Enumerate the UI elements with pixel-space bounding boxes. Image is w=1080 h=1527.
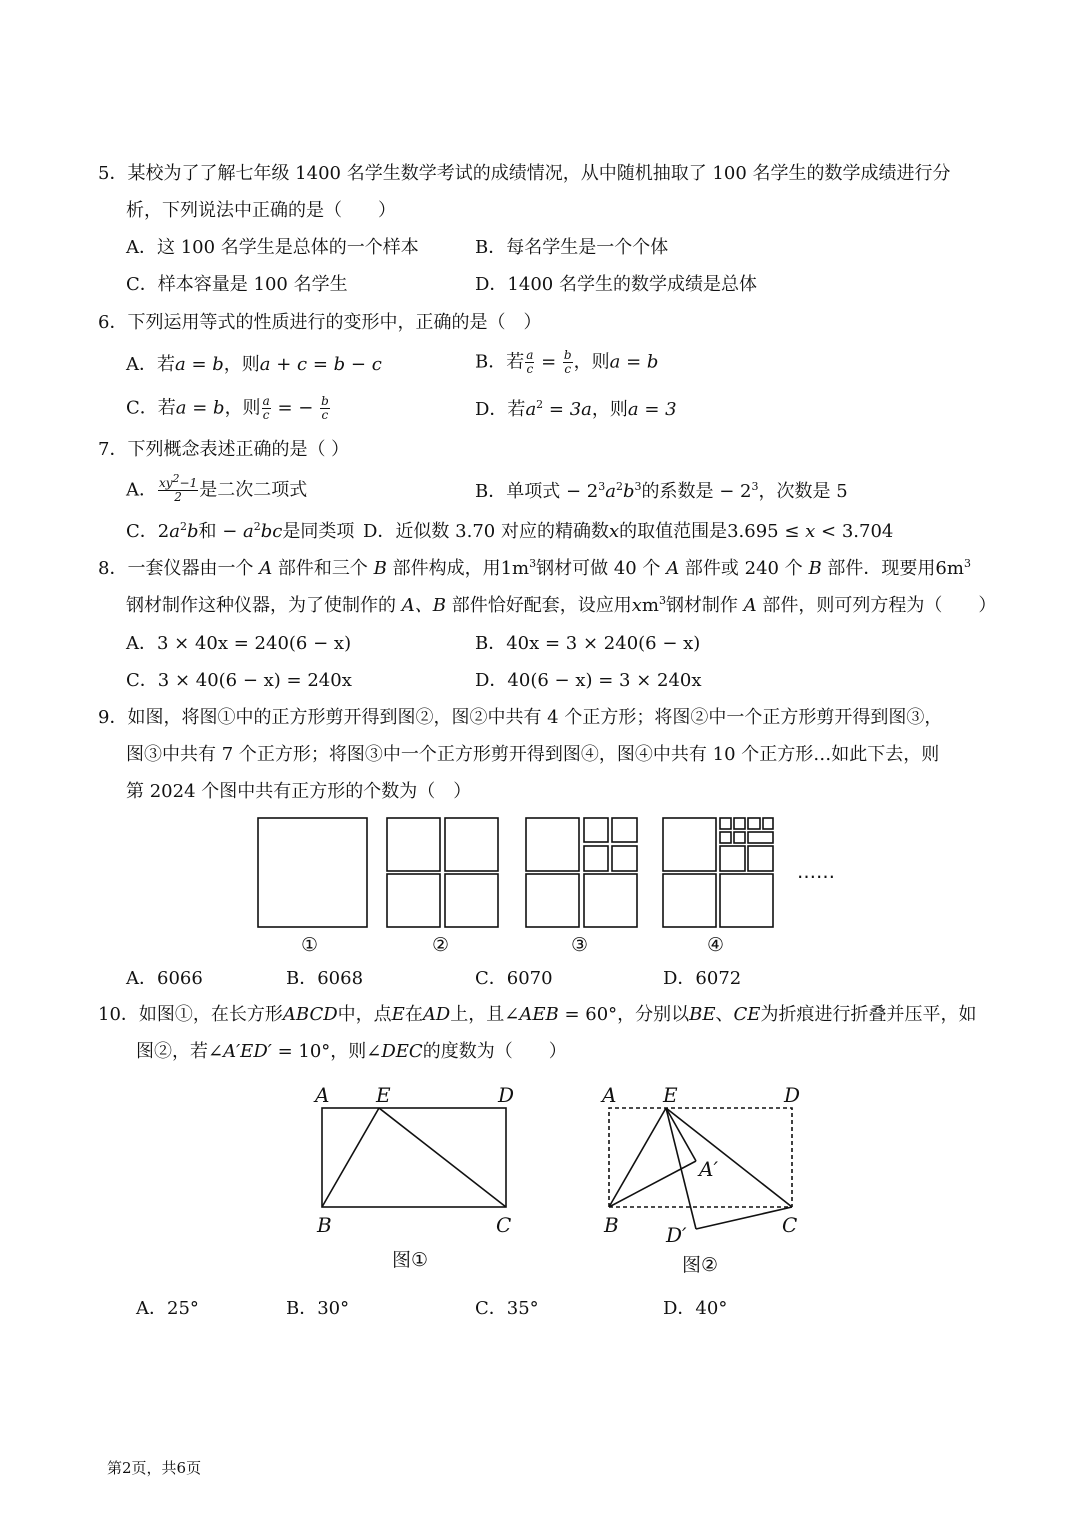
q10-fig1-label-c: C	[496, 1213, 512, 1237]
q10-fig2-label-a1: A′	[699, 1157, 718, 1181]
page-footer: 第2页，共6页	[107, 1459, 202, 1477]
q10-fig2-label-d1: D′	[666, 1223, 687, 1247]
q5-line1: 5．某校为了了解七年级 1400 名学生数学考试的成绩情况，从中随机抽取了 100 名学生的数学成绩进行分	[98, 163, 951, 184]
q10-fig1	[322, 1108, 506, 1207]
q10-fig1-label-d: D	[498, 1083, 515, 1107]
q6-option-c: C．若a = b，则 $\frac{a}{c}$ = − $\frac{b}{c}$	[126, 394, 329, 422]
q10-fig2-label-e: E	[663, 1083, 678, 1107]
q6-stem: 6．下列运用等式的性质进行的变形中，正确的是（ ）	[98, 312, 542, 333]
q5-line2: 析，下列说法中正确的是（ ）	[126, 200, 396, 221]
q9-fig-label-2: ②	[432, 934, 450, 956]
q5-option-a: A．这 100 名学生是总体的一个样本	[126, 237, 419, 258]
q10-line2: 图②，若∠A′ED′ = 10°，则∠DEC的度数为（ ）	[136, 1041, 567, 1062]
q8-line1: 8．一套仪器由一个 A 部件和三个 B 部件构成，用$1m^3$钢材可做 40 个 A 部件或 240 个 B 部件．现要用$6m^3$	[98, 557, 971, 579]
q7-stem: 7．下列概念表述正确的是（ ）	[98, 439, 350, 460]
q10-option-a: A．25°	[136, 1298, 199, 1319]
q10-option-d: D．40°	[663, 1298, 728, 1319]
q9-option-b: B．6068	[286, 968, 364, 989]
q9-ellipsis: ……	[797, 861, 835, 883]
q8-option-d: D．40(6 − x) = 3 × 240x	[475, 670, 702, 691]
q8-line2: 钢材制作这种仪器，为了使制作的 A、B 部件恰好配套，设应用$xm^3$钢材制作 A 部件，则可列方程为（ ）	[126, 594, 997, 616]
q10-fig2-caption: 图②	[682, 1254, 719, 1276]
q9-fig-label-1: ①	[301, 934, 319, 956]
q7-option-d: D．近似数 3.70 对应的精确数x的取值范围是3.695 ≤ x < 3.704	[363, 521, 894, 542]
q9-fig-label-4: ④	[707, 934, 725, 956]
q10-fig1-caption: 图①	[392, 1249, 429, 1271]
q8-option-b: B．40x = 3 × 240(6 − x)	[475, 633, 701, 654]
q5-option-d: D．1400 名学生的数学成绩是总体	[475, 274, 757, 295]
q9-fig-label-3: ③	[571, 934, 589, 956]
q10-line1: 10．如图①，在长方形ABCD中，点E在AD上，且∠AEB = 60°，分别以BE、CE为折痕进行折叠并压平，如	[98, 1004, 977, 1025]
q10-option-c: C．35°	[475, 1298, 539, 1319]
q10-option-b: B．30°	[286, 1298, 350, 1319]
q10-fig1-label-b: B	[317, 1213, 332, 1237]
q7-option-c: C．$2a^2b$和 − $a^2bc$是同类项	[126, 520, 355, 542]
q6-option-d: D．若$a^2 = 3a$，则a = 3	[475, 398, 677, 420]
q6-option-a: A．若a = b，则a + c = b − c	[126, 354, 382, 375]
q10-fig2-label-d: D	[784, 1083, 801, 1107]
q10-fig2-label-b: B	[604, 1213, 619, 1237]
q9-option-a: A．6066	[126, 968, 203, 989]
q10-fig1-label-a: A	[315, 1083, 330, 1107]
q10-fig2-label-c: C	[782, 1213, 798, 1237]
q10-fig2-label-a: A	[602, 1083, 617, 1107]
q7-option-b: B．单项式 − $2^3a^2b^3$的系数是 − $2^3$，次数是 5	[475, 480, 848, 502]
q9-line2: 图③中共有 7 个正方形；将图③中一个正方形剪开得到图④，图④中共有 10 个正方形…如此下去，则	[126, 744, 940, 765]
q7-option-a: A． $\frac{xy^2-1}{2}$ 是二次二项式	[126, 472, 308, 504]
q9-option-c: C．6070	[475, 968, 553, 989]
q8-option-c: C．3 × 40(6 − x) = 240x	[126, 670, 352, 691]
q6-option-b: B．若 $\frac{a}{c}$ = $\frac{b}{c}$ ，则a = b	[475, 348, 659, 376]
q9-line1: 9．如图，将图①中的正方形剪开得到图②，图②中共有 4 个正方形；将图②中一个正方形剪开得到图③，	[98, 707, 943, 728]
q10-fig1-label-e: E	[376, 1083, 391, 1107]
q5-option-b: B．每名学生是一个个体	[475, 237, 669, 258]
q9-option-d: D．6072	[663, 968, 742, 989]
q9-line3: 第 2024 个图中共有正方形的个数为（ ）	[126, 781, 472, 802]
q8-option-a: A．3 × 40x = 240(6 − x)	[126, 633, 352, 654]
q5-option-c: C．样本容量是 100 名学生	[126, 274, 348, 295]
